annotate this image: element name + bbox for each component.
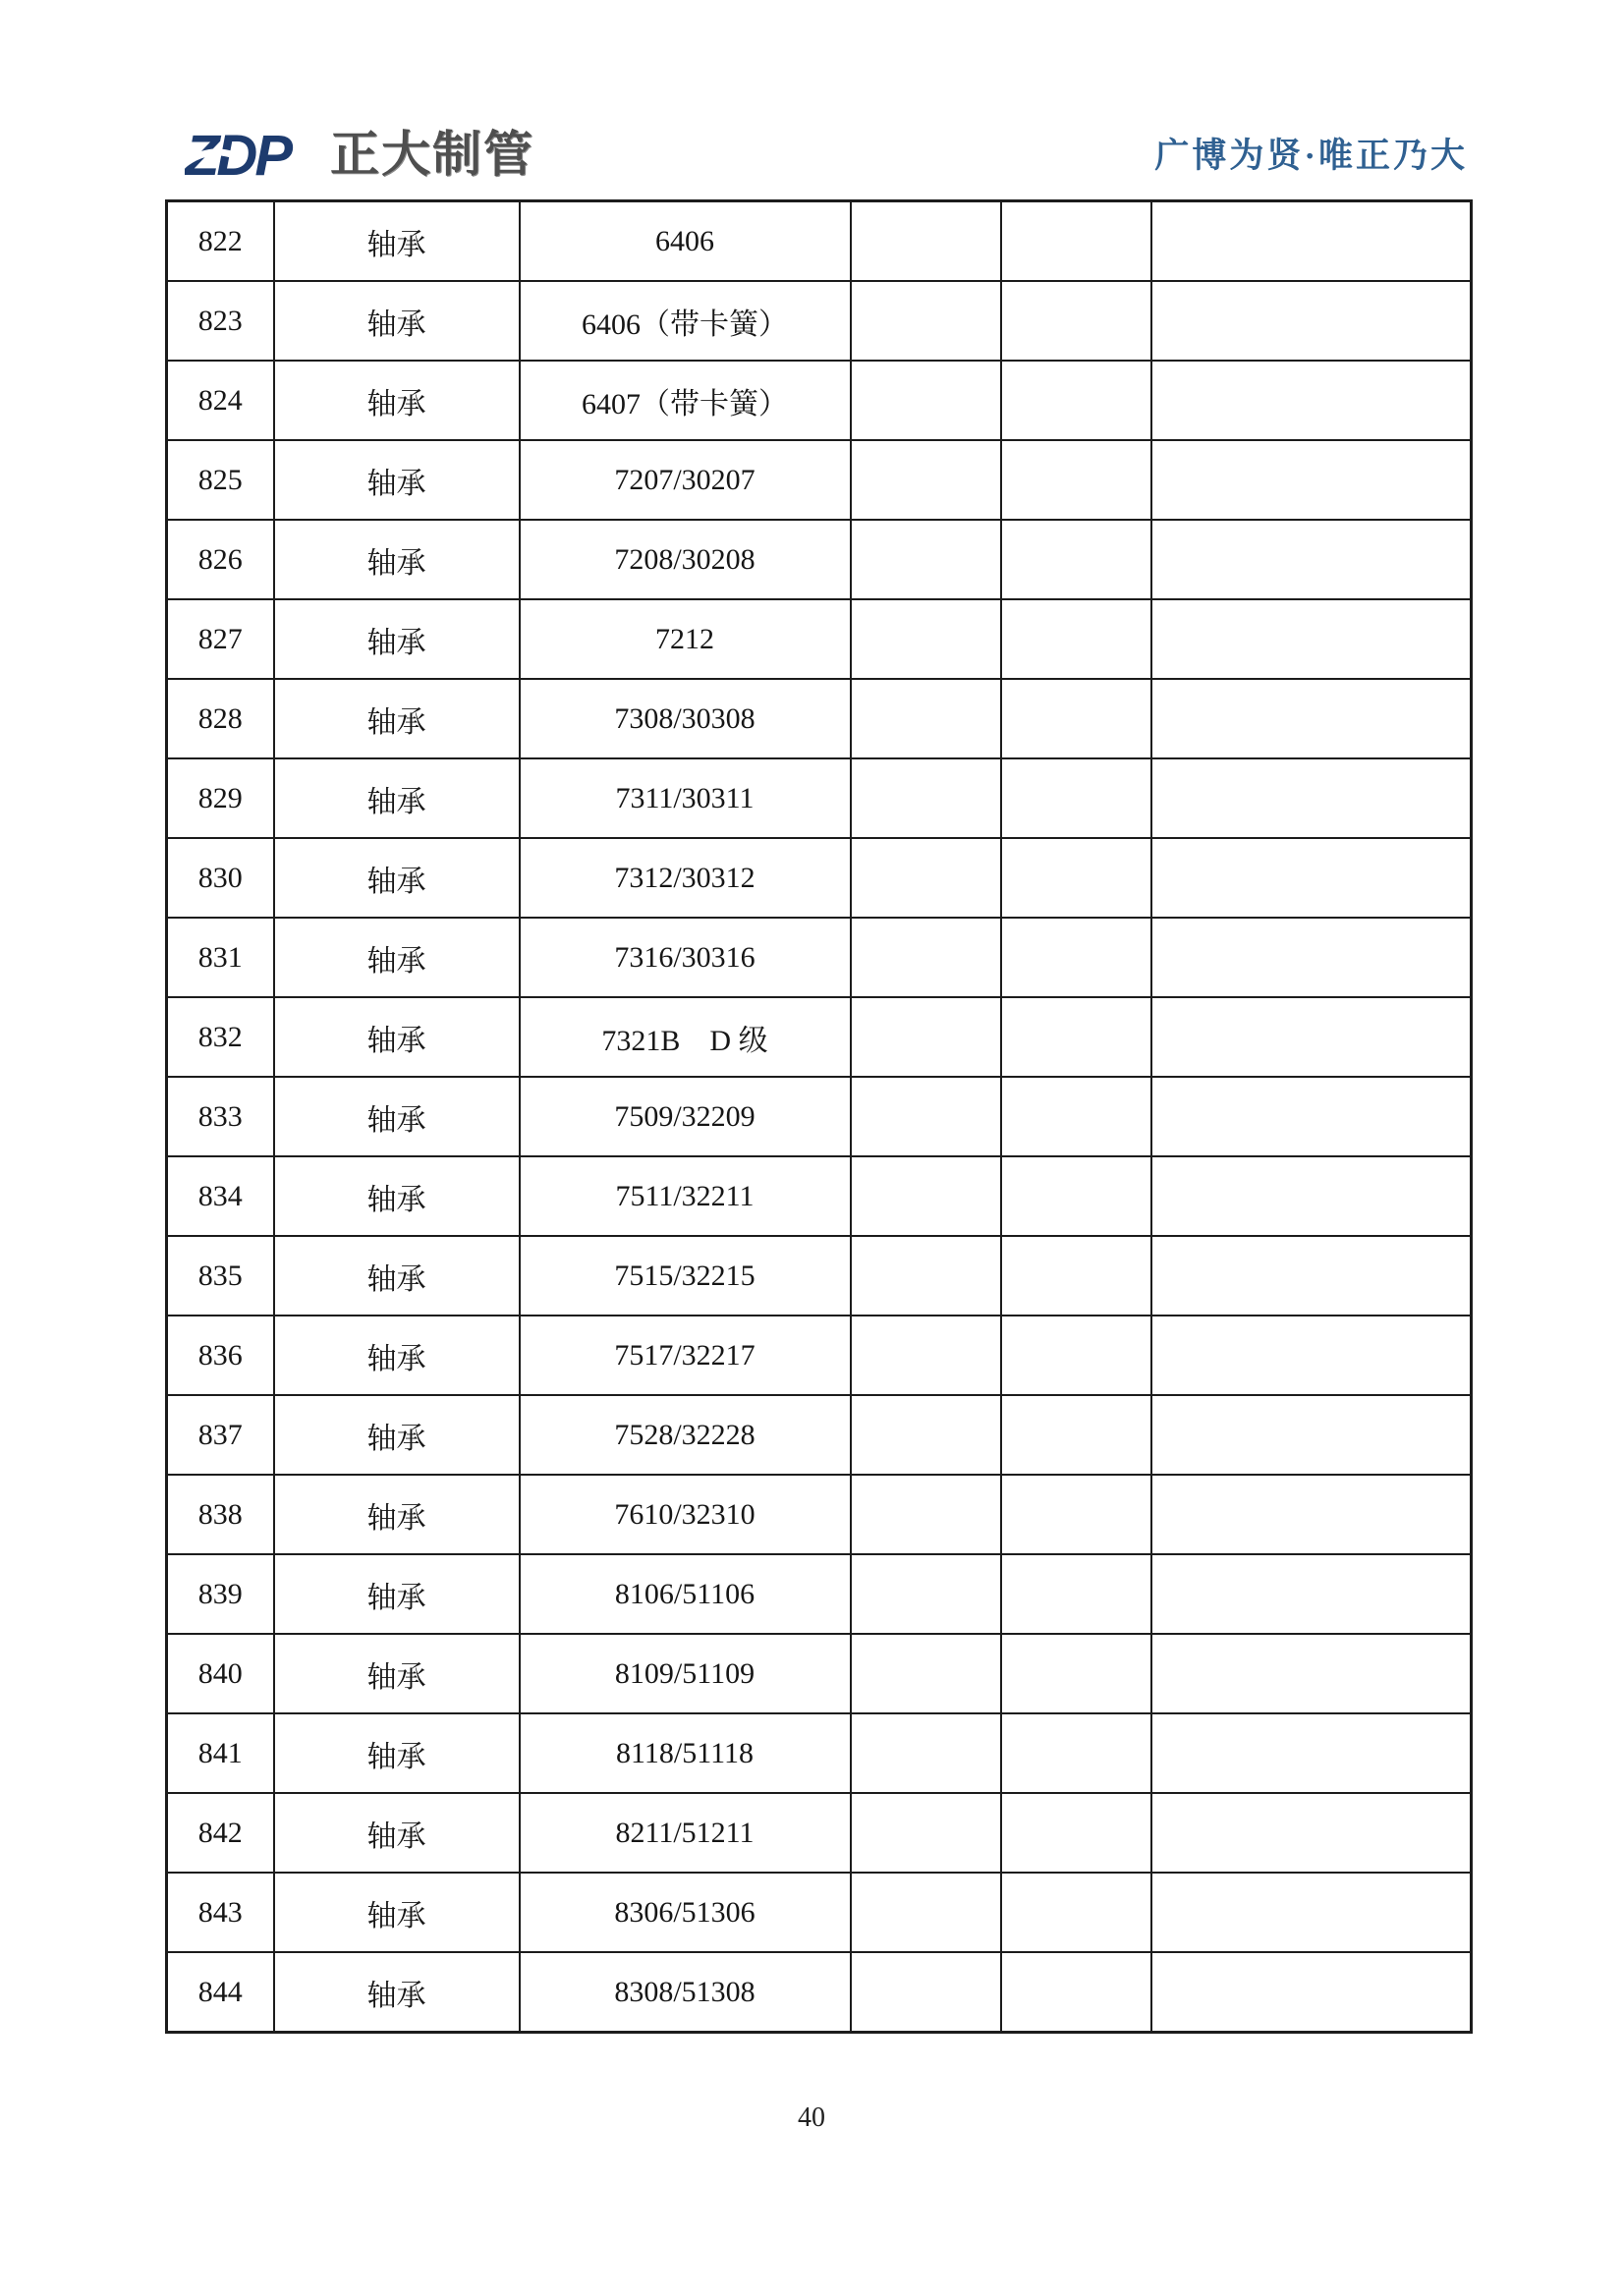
cell-empty-1 [851,361,1001,440]
cell-index: 838 [167,1475,274,1554]
cell-empty-2 [1001,599,1151,679]
cell-empty-3 [1151,1156,1472,1236]
cell-empty-3 [1151,918,1472,997]
table-row [167,201,1472,282]
cell-name: 轴承 [274,361,520,440]
cell-empty-2 [1001,758,1151,838]
cell-index: 826 [167,520,274,599]
cell-index: 824 [167,361,274,440]
cell-index: 834 [167,1156,274,1236]
cell-empty-3 [1151,520,1472,599]
cell-empty-2 [1001,1236,1151,1316]
cell-index: 829 [167,758,274,838]
cell-name: 轴承 [274,758,520,838]
cell-model: 6406（带卡簧） [520,281,851,361]
cell-empty-1 [851,1316,1001,1395]
cell-empty-2 [1001,918,1151,997]
cell-name: 轴承 [274,1077,520,1156]
cell-index: 827 [167,599,274,679]
page-number: 40 [798,2102,825,2133]
table-row [167,1236,1472,1316]
cell-index: 830 [167,838,274,918]
cell-name: 轴承 [274,1873,520,1952]
cell-empty-1 [851,1156,1001,1236]
cell-name: 轴承 [274,281,520,361]
cell-name: 轴承 [274,201,520,282]
parts-table-body [167,201,1472,2033]
table-row [167,1316,1472,1395]
cell-empty-2 [1001,1873,1151,1952]
table-row [167,1395,1472,1475]
table-row [167,440,1472,520]
cell-empty-3 [1151,361,1472,440]
cell-empty-2 [1001,201,1151,282]
cell-empty-1 [851,1554,1001,1634]
cell-index: 842 [167,1793,274,1873]
cell-name: 轴承 [274,679,520,758]
cell-model: 7316/30316 [520,918,851,997]
cell-name: 轴承 [274,838,520,918]
cell-model: 8211/51211 [520,1793,851,1873]
cell-empty-2 [1001,1554,1151,1634]
cell-index: 840 [167,1634,274,1713]
cell-name: 轴承 [274,1713,520,1793]
cell-name: 轴承 [274,1952,520,2033]
cell-empty-3 [1151,1077,1472,1156]
cell-empty-2 [1001,1634,1151,1713]
cell-empty-3 [1151,1634,1472,1713]
table-row [167,1077,1472,1156]
cell-empty-3 [1151,1873,1472,1952]
cell-empty-1 [851,1077,1001,1156]
cell-empty-1 [851,201,1001,282]
cell-name: 轴承 [274,918,520,997]
cell-index: 837 [167,1395,274,1475]
cell-index: 836 [167,1316,274,1395]
cell-index: 828 [167,679,274,758]
cell-index: 835 [167,1236,274,1316]
table-row [167,679,1472,758]
table-row [167,758,1472,838]
table-row [167,1634,1472,1713]
cell-empty-1 [851,1634,1001,1713]
cell-name: 轴承 [274,1634,520,1713]
cell-empty-3 [1151,997,1472,1077]
cell-empty-1 [851,1713,1001,1793]
cell-empty-2 [1001,1793,1151,1873]
cell-model: 6406 [520,201,851,282]
table-row [167,361,1472,440]
table-row [167,599,1472,679]
cell-empty-3 [1151,838,1472,918]
cell-model: 8306/51306 [520,1873,851,1952]
cell-name: 轴承 [274,1316,520,1395]
cell-empty-1 [851,838,1001,918]
cell-name: 轴承 [274,1793,520,1873]
table-row [167,1475,1472,1554]
cell-index: 833 [167,1077,274,1156]
parts-table [165,199,1473,2034]
cell-model: 7312/30312 [520,838,851,918]
cell-empty-1 [851,1952,1001,2033]
cell-empty-3 [1151,1316,1472,1395]
cell-empty-3 [1151,440,1472,520]
cell-empty-2 [1001,1316,1151,1395]
cell-empty-1 [851,918,1001,997]
cell-name: 轴承 [274,1475,520,1554]
cell-empty-3 [1151,1554,1472,1634]
cell-empty-3 [1151,1793,1472,1873]
table-row [167,1952,1472,2033]
cell-index: 825 [167,440,274,520]
table-row [167,520,1472,599]
cell-empty-2 [1001,1952,1151,2033]
cell-empty-3 [1151,201,1472,282]
cell-empty-3 [1151,1236,1472,1316]
cell-index: 831 [167,918,274,997]
cell-model: 7308/30308 [520,679,851,758]
company-logo [185,124,534,185]
zdp-logo-icon [185,124,314,185]
table-row [167,1873,1472,1952]
cell-empty-2 [1001,1475,1151,1554]
cell-empty-2 [1001,1077,1151,1156]
cell-model: 7515/32215 [520,1236,851,1316]
company-name: 正大制管 [330,127,534,182]
cell-empty-3 [1151,1713,1472,1793]
cell-model: 6407（带卡簧） [520,361,851,440]
cell-model: 7517/32217 [520,1316,851,1395]
cell-empty-2 [1001,679,1151,758]
cell-index: 844 [167,1952,274,2033]
cell-model: 7610/32310 [520,1475,851,1554]
cell-empty-3 [1151,599,1472,679]
cell-empty-2 [1001,1713,1151,1793]
cell-empty-1 [851,1395,1001,1475]
table-row [167,838,1472,918]
cell-empty-3 [1151,1952,1472,2033]
cell-empty-1 [851,281,1001,361]
cell-model: 7509/32209 [520,1077,851,1156]
cell-empty-2 [1001,520,1151,599]
cell-model: 7511/32211 [520,1156,851,1236]
cell-empty-3 [1151,1475,1472,1554]
cell-index: 839 [167,1554,274,1634]
cell-model: 7207/30207 [520,440,851,520]
cell-name: 轴承 [274,1156,520,1236]
cell-name: 轴承 [274,1236,520,1316]
table-row [167,997,1472,1077]
cell-empty-2 [1001,440,1151,520]
cell-empty-1 [851,1793,1001,1873]
cell-empty-1 [851,758,1001,838]
cell-empty-3 [1151,679,1472,758]
cell-empty-2 [1001,1395,1151,1475]
table-row [167,1156,1472,1236]
cell-index: 822 [167,201,274,282]
cell-model: 7212 [520,599,851,679]
cell-name: 轴承 [274,440,520,520]
cell-index: 841 [167,1713,274,1793]
cell-empty-2 [1001,361,1151,440]
cell-name: 轴承 [274,520,520,599]
cell-empty-3 [1151,281,1472,361]
cell-index: 843 [167,1873,274,1952]
cell-empty-2 [1001,281,1151,361]
cell-empty-1 [851,599,1001,679]
cell-index: 832 [167,997,274,1077]
cell-empty-2 [1001,997,1151,1077]
cell-name: 轴承 [274,1395,520,1475]
table-row [167,1554,1472,1634]
cell-empty-3 [1151,758,1472,838]
cell-model: 7208/30208 [520,520,851,599]
cell-empty-1 [851,997,1001,1077]
cell-empty-1 [851,440,1001,520]
cell-name: 轴承 [274,1554,520,1634]
cell-empty-2 [1001,838,1151,918]
cell-model: 7321B D 级 [520,997,851,1077]
cell-name: 轴承 [274,599,520,679]
table-row [167,1713,1472,1793]
cell-empty-1 [851,1475,1001,1554]
table-row [167,1793,1472,1873]
cell-model: 8118/51118 [520,1713,851,1793]
table-row [167,281,1472,361]
cell-model: 8106/51106 [520,1554,851,1634]
cell-model: 8308/51308 [520,1952,851,2033]
cell-model: 7528/32228 [520,1395,851,1475]
cell-empty-2 [1001,1156,1151,1236]
cell-empty-1 [851,1236,1001,1316]
cell-index: 823 [167,281,274,361]
company-slogan: 广博为贤·唯正乃大 [1154,137,1468,175]
cell-model: 7311/30311 [520,758,851,838]
cell-empty-1 [851,520,1001,599]
cell-empty-3 [1151,1395,1472,1475]
cell-empty-1 [851,679,1001,758]
table-row [167,918,1472,997]
cell-model: 8109/51109 [520,1634,851,1713]
cell-empty-1 [851,1873,1001,1952]
cell-name: 轴承 [274,997,520,1077]
svg-text:ZDP: ZDP [185,124,290,185]
